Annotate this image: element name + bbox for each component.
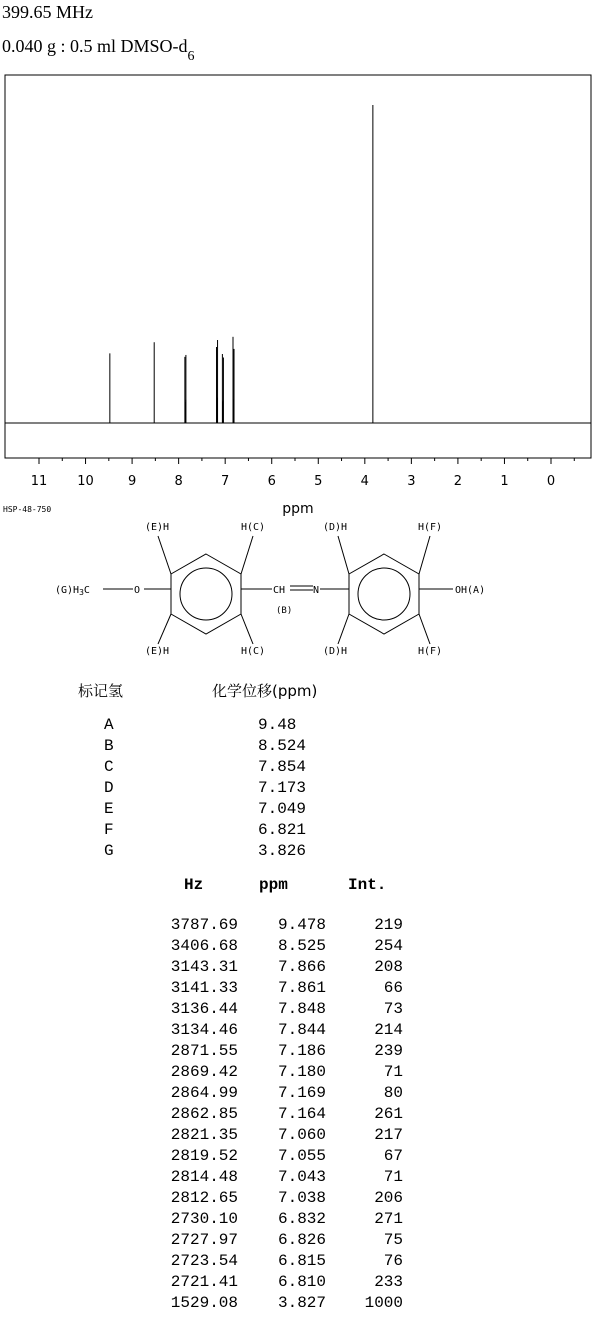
peak-hz: 2727.97: [170, 1231, 238, 1249]
peak-ppm: 7.169: [277, 1084, 326, 1102]
peak-ppm: 7.866: [277, 958, 326, 976]
assignment-shift: 7.049: [258, 800, 307, 818]
assignment-label: C: [104, 758, 114, 776]
bond-h-d-bottom: [338, 614, 349, 644]
peak-ppm: 6.826: [277, 1231, 326, 1249]
x-tick-label: 8: [174, 474, 183, 489]
peak-row: [0, 1189, 595, 1210]
x-tick-label: 3: [407, 474, 416, 489]
sample-text: 0.040 g : 0.5 ml DMSO-d: [2, 36, 188, 56]
peak-intensity: 71: [383, 1063, 403, 1081]
peak-intensity: 1000: [364, 1294, 403, 1312]
assignment-row: [0, 737, 595, 758]
peak-intensity: 66: [383, 979, 403, 997]
spectrum-code: HSP-48-750: [3, 505, 52, 514]
peak-hz: 2821.35: [170, 1126, 238, 1144]
peak-ppm: 6.815: [277, 1252, 326, 1270]
x-tick-label: 0: [546, 474, 556, 489]
x-tick-label: 11: [30, 474, 48, 489]
assignment-label: D: [104, 779, 114, 797]
assignment-row: [0, 842, 595, 863]
peak-intensity: 254: [374, 937, 403, 955]
label-ch: CH: [273, 585, 286, 596]
peak-intensity: 233: [374, 1273, 403, 1291]
label-e-top: (E)H: [145, 522, 170, 533]
peak-intensity: 80: [383, 1084, 403, 1102]
assignment-label: G: [104, 842, 114, 860]
label-oh: OH(A): [455, 585, 486, 596]
assignment-row: [0, 758, 595, 779]
peak-hz: 2864.99: [170, 1084, 238, 1102]
peak-row: [0, 1084, 595, 1105]
peak-hz: 2721.41: [170, 1273, 238, 1291]
label-e-bottom: (E)H: [145, 646, 170, 657]
peak-row: [0, 916, 595, 937]
peak-intensity: 261: [374, 1105, 403, 1123]
peak-hz: 3141.33: [170, 979, 238, 997]
x-tick-label: 6: [267, 474, 276, 489]
peak-row: [0, 1147, 595, 1168]
peak-intensity: 67: [383, 1147, 403, 1165]
peak-row: [0, 1105, 595, 1126]
peak-ppm: 7.055: [277, 1147, 326, 1165]
header-hz: Hz: [184, 876, 204, 894]
x-tick-label: 10: [77, 474, 94, 489]
assignment-row: [0, 800, 595, 821]
peak-ppm: 7.060: [277, 1126, 326, 1144]
peak-ppm: 7.844: [277, 1021, 326, 1039]
peak-ppm: 6.810: [277, 1273, 326, 1291]
peak-ppm: 7.038: [277, 1189, 326, 1207]
left-ring-aromatic-circle: [180, 568, 232, 620]
peak-hz: 2812.65: [170, 1189, 238, 1207]
header-chemical-shift: 化学位移(ppm): [212, 682, 318, 700]
peak-intensity: 73: [383, 1000, 403, 1018]
assignment-row: [0, 779, 595, 800]
label-d-bottom: (D)H: [323, 646, 348, 657]
peak-intensity: 76: [383, 1252, 403, 1270]
peak-hz: 2819.52: [170, 1147, 238, 1165]
bond-h-e-top: [158, 536, 171, 574]
peak-row: [0, 1021, 595, 1042]
peak-intensity: 217: [374, 1126, 403, 1144]
peak-intensity: 75: [383, 1231, 403, 1249]
peak-intensity: 271: [374, 1210, 403, 1228]
assignment-label: E: [104, 800, 114, 818]
bond-h-d-top: [338, 536, 349, 574]
peak-ppm: 9.478: [277, 916, 326, 934]
peak-row: [0, 1210, 595, 1231]
bond-h-e-bottom: [158, 614, 171, 644]
label-c-bottom: H(C): [241, 646, 266, 657]
peak-hz: 3136.44: [170, 1000, 238, 1018]
sample-description: [2, 36, 195, 65]
peak-row: [0, 937, 595, 958]
peak-hz: 2862.85: [170, 1105, 238, 1123]
peak-row: [0, 1063, 595, 1084]
label-d-top: (D)H: [323, 522, 348, 533]
peak-ppm: 8.525: [277, 937, 326, 955]
assignment-shift: 8.524: [258, 737, 307, 755]
label-f-bottom: H(F): [418, 646, 443, 657]
right-ring-aromatic-circle: [358, 568, 410, 620]
bond-h-c-bottom: [241, 614, 253, 644]
peak-hz: 3143.31: [170, 958, 238, 976]
header-ppm: ppm: [259, 876, 288, 894]
peak-ppm: 7.186: [277, 1042, 326, 1060]
bond-h-f-bottom: [419, 614, 430, 644]
peak-hz: 2869.42: [170, 1063, 238, 1081]
peak-row: [0, 979, 595, 1000]
label-c-top: H(C): [241, 522, 266, 533]
assignment-row: [0, 716, 595, 737]
x-axis-ticks: [31, 458, 575, 489]
peak-hz: 3406.68: [170, 937, 238, 955]
right-ring: [349, 554, 419, 634]
x-tick-label: 1: [500, 474, 509, 489]
peak-hz: 1529.08: [170, 1294, 238, 1312]
x-axis-label: ppm: [282, 501, 314, 517]
peak-hz: 3134.46: [170, 1021, 238, 1039]
peak-ppm: 7.180: [277, 1063, 326, 1081]
bond-h-c-top: [241, 536, 253, 574]
spectrometer-frequency: 399.65 MHz: [2, 2, 93, 22]
peak-row: [0, 1252, 595, 1273]
label-g-group: $(G)H_3C$: [55, 585, 90, 597]
bond-h-f-top: [419, 536, 430, 574]
peak-hz: 3787.69: [170, 916, 238, 934]
peak-row: [0, 1000, 595, 1021]
label-f-top: H(F): [418, 522, 443, 533]
label-n: N: [313, 585, 320, 596]
header-hydrogen-label: 标记氢: [78, 682, 124, 700]
label-b: (B): [276, 606, 293, 616]
peak-row: [0, 1273, 595, 1294]
peak-row: [0, 1168, 595, 1189]
plot-frame: [5, 75, 591, 458]
peak-intensity: 208: [374, 958, 403, 976]
label-oxygen: O: [134, 585, 141, 596]
structure-diagram: [0, 510, 595, 670]
peak-hz: 2814.48: [170, 1168, 238, 1186]
x-tick-label: 2: [453, 474, 463, 489]
assignment-shift: 7.173: [258, 779, 307, 797]
assignment-label: F: [104, 821, 114, 839]
assignment-label: B: [104, 737, 114, 755]
nmr-spectrum-chart: [0, 70, 595, 520]
peak-ppm: 7.861: [277, 979, 326, 997]
peak-hz: 2723.54: [170, 1252, 238, 1270]
assignment-shift: 9.48: [258, 716, 297, 734]
peak-row: [0, 1126, 595, 1147]
peak-row: [0, 1231, 595, 1252]
peak-ppm: 7.848: [277, 1000, 326, 1018]
x-tick-label: 7: [221, 474, 230, 489]
peak-intensity: 214: [374, 1021, 403, 1039]
assignment-label: A: [104, 716, 114, 734]
peak-ppm: 7.164: [277, 1105, 326, 1123]
peak-row: [0, 1042, 595, 1063]
peak-intensity: 219: [374, 916, 403, 934]
peak-hz: 2871.55: [170, 1042, 238, 1060]
peak-ppm: 7.043: [277, 1168, 326, 1186]
assignment-shift: 6.821: [258, 821, 307, 839]
peak-row: [0, 1294, 595, 1315]
x-tick-label: 5: [314, 474, 323, 489]
peak-ppm: 3.827: [277, 1294, 326, 1312]
peak-intensity: 71: [383, 1168, 403, 1186]
peak-hz: 2730.10: [170, 1210, 238, 1228]
x-tick-label: 4: [360, 474, 369, 489]
peak-intensity: 239: [374, 1042, 403, 1060]
assignment-row: [0, 821, 595, 842]
assignment-shift: 3.826: [258, 842, 307, 860]
peak-lines: [110, 105, 373, 423]
left-ring: [171, 554, 241, 634]
peak-ppm: 6.832: [277, 1210, 326, 1228]
header-int: Int.: [348, 876, 387, 894]
sample-subscript: 6: [187, 49, 195, 64]
peak-intensity: 206: [374, 1189, 403, 1207]
peak-row: [0, 958, 595, 979]
x-tick-label: 9: [127, 474, 137, 489]
assignment-shift: 7.854: [258, 758, 307, 776]
